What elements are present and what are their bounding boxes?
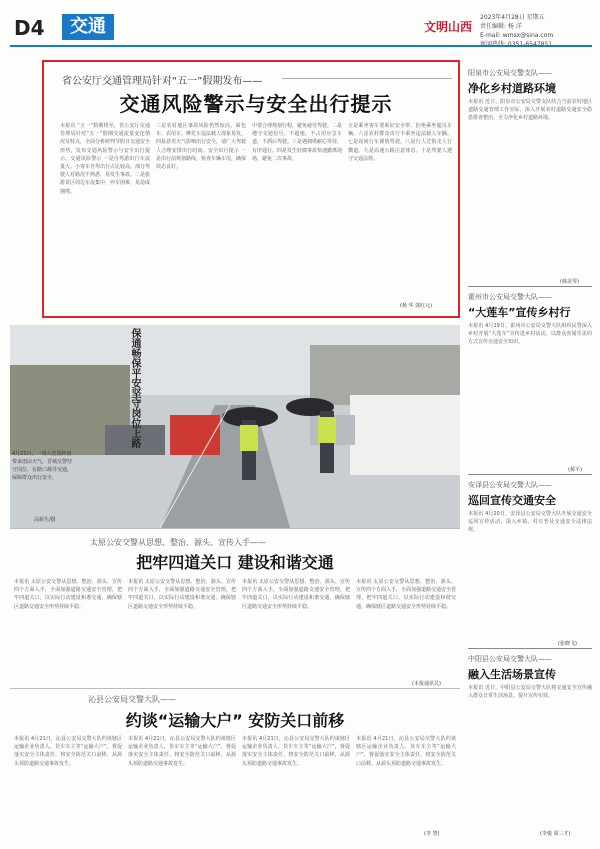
lead-col-2: 三是农村地区事故风险仍然较高。面包车、农用车、摩托车违法载人现象易发。四是恶劣天气影响出行安全，请广大驾驶人合理安排出行时间。安全出行提示 一是出行前规划路线，检查车辆车况，确保状态良好。 <box>156 123 246 171</box>
right4-byline: (李俊 周三才) <box>540 831 571 837</box>
article3-col-3: 本报讯 4月21日，沁县公安局交警大队约谈辖区运输企业负责人、货车车主等“运输大户”，督促落实安全主体责任，将安全防范关口前移，从源头预防道路交通事故发生。 <box>242 736 350 767</box>
right-sep-3 <box>468 648 592 649</box>
article3-col-2: 本报讯 4月21日，沁县公安局交警大队约谈辖区运输企业负责人、货车车主等“运输大户”，督促落实安全主体责任，将安全防范关口前移，从源头预防道路交通事故发生。 <box>128 736 236 767</box>
right3-kicker: 安泽县公安局交警大队—— <box>468 481 552 489</box>
right2-kicker: 霍州市公安局交警大队—— <box>468 293 552 301</box>
article2-byline: (本报通讯员) <box>412 681 441 687</box>
right4-title: 融入生活场景宣传 <box>468 668 556 681</box>
article2-col-3: 本报讯 太原公安交警从思想、整治、源头、宣传四个方面入手，全面加强道路交通安全管理，把牢四道关口，以实际行动建设和谐交通，确保辖区道路交通安全形势持续平稳。 <box>242 579 350 610</box>
photo-caption: 4月21日，一场大范围降雨带来雨凉天气，晋城交警坚守岗位，在路口疏导交通，保障群众出行安全。 <box>12 451 73 481</box>
right3-title: 巡回宣传交通安全 <box>468 494 556 507</box>
right2-title: “大莲车”宣传乡村行 <box>468 306 571 319</box>
right3-text: 本报讯 4月20日，安泽县公安局交警大队开展交通安全巡回宣传活动，深入乡镇、村庄普及交通安全法律法规。 <box>468 511 592 534</box>
right2-byline: (郝平) <box>568 467 582 473</box>
article3-headline: 约谈“运输大户” 安防关口前移 <box>125 711 345 730</box>
article3-byline: (李 慧) <box>424 831 440 837</box>
lead-kicker: 省公安厅交通管理局针对“五一”假期发布—— <box>62 76 263 87</box>
kicker-rule <box>282 78 452 79</box>
issue-meta: 2023年4月28日 星期五 责任编辑: 杨 洋 E-mail: wmsx@sina.com <box>480 14 554 39</box>
lead-headline: 交通风险警示与安全出行提示 <box>119 92 393 116</box>
article3-kicker: 沁县公安局交警大队—— <box>88 695 176 704</box>
right2-text: 本报讯 4月19日，霍州市公安局交警大队组织民警深入乡村开展“大莲车”宣传进乡村活动，以群众喜闻乐见的方式宣传交通安全知识。 <box>468 323 592 346</box>
article3-rule <box>10 688 460 689</box>
page-number: D4 <box>14 16 45 40</box>
header-rule <box>10 45 592 47</box>
news-photo <box>10 325 460 528</box>
lead-col-1: 本报讯 “五一”假期将至，省公安厅交通管理局针对“五一”假期交通流量变化情况及特点，全面分析研判节假日交通安全形势，发布交通风险警示与安全出行提示。交通风险警示 一是自驾游出行车流量大。小客车自驾出行占比较高，部分驾驶人对路况不熟悉，易发生事故。二是旅游景区周边车流集中，停车困难，易造成拥堵。 <box>60 123 150 195</box>
right1-title: 净化乡村道路环境 <box>468 82 556 95</box>
brand-logo: 文明山西 <box>424 20 473 34</box>
photo-credit: 高新生/摄 <box>34 517 56 523</box>
article3-col-4: 本报讯 4月21日，沁县公安局交警大队约谈辖区运输企业负责人、货车车主等“运输大户”，督促落实安全主体责任，将安全防范关口前移，从源头预防道路交通事故发生。 <box>356 736 456 767</box>
lead-byline: (杨 华 郭红元) <box>400 303 433 309</box>
lead-col-4: 五是乘坐客车要系好安全带，拒绝乘坐超员车辆。六是农村群众出行不乘坐违法载人车辆。七是夜间行车谨慎驾驶。八是行人过街走人行横道。九是高速公路注意休息。十是驾驶人遵守交通法规。 <box>348 123 452 162</box>
article2-kicker: 太原公安交警从思想、整治、源头、宣传入手—— <box>90 538 266 547</box>
right3-byline: (张晓飞) <box>558 641 577 647</box>
article2-rule <box>10 528 460 529</box>
right1-text: 本报讯 近日，阳泉市公安局交警支队结合当前农村地区道路交通管理工作实际，深入开展农村道路交通安全隐患排查整治，全力净化乡村道路环境。 <box>468 99 592 122</box>
right4-kicker: 中阳县公安局交警大队—— <box>468 655 552 663</box>
right-sep-1 <box>468 286 592 287</box>
lead-col-3: 中要合理规划行程，避免疲劳驾驶。二是遵守交通信号，不超速、不占用应急车道、不酒后驾驶。三是遇拥堵耐心等待，有序通行。四是发生轻微事故快速撤离现场，避免二次事故。 <box>252 123 342 162</box>
article2-col-2: 本报讯 太原公安交警从思想、整治、源头、宣传四个方面入手，全面加强道路交通安全管理，把牢四道关口，以实际行动建设和谐交通，确保辖区道路交通安全形势持续平稳。 <box>128 579 236 610</box>
section-label: 交通 <box>62 14 114 40</box>
photo-vertical-title: 保通畅保平安坚守岗位上路 <box>129 328 140 448</box>
article3-col-1: 本报讯 4月21日，沁县公安局交警大队约谈辖区运输企业负责人、货车车主等“运输大户”，督促落实安全主体责任，将安全防范关口前移，从源头预防道路交通事故发生。 <box>14 736 122 767</box>
page-header <box>0 0 600 48</box>
article2-headline: 把牢四道关口 建设和谐交通 <box>136 553 334 572</box>
right-sep-2 <box>468 474 592 475</box>
right1-kicker: 阳泉市公安局交警支队—— <box>468 69 552 77</box>
right4-text: 本报讯 近日，中阳县公安局交警大队将交通安全宣传融入群众日常生活场景，提升宣传实效。 <box>468 685 592 700</box>
article2-col-4: 本报讯 太原公安交警从思想、整治、源头、宣传四个方面入手，全面加强道路交通安全管理，把牢四道关口，以实际行动建设和谐交通，确保辖区道路交通安全形势持续平稳。 <box>356 579 456 610</box>
right1-byline: (韩美琴) <box>560 279 579 285</box>
article2-col-1: 本报讯 太原公安交警从思想、整治、源头、宣传四个方面入手，全面加强道路交通安全管理，把牢四道关口，以实际行动建设和谐交通，确保辖区道路交通安全形势持续平稳。 <box>14 579 122 610</box>
photo-illustration <box>10 325 460 528</box>
